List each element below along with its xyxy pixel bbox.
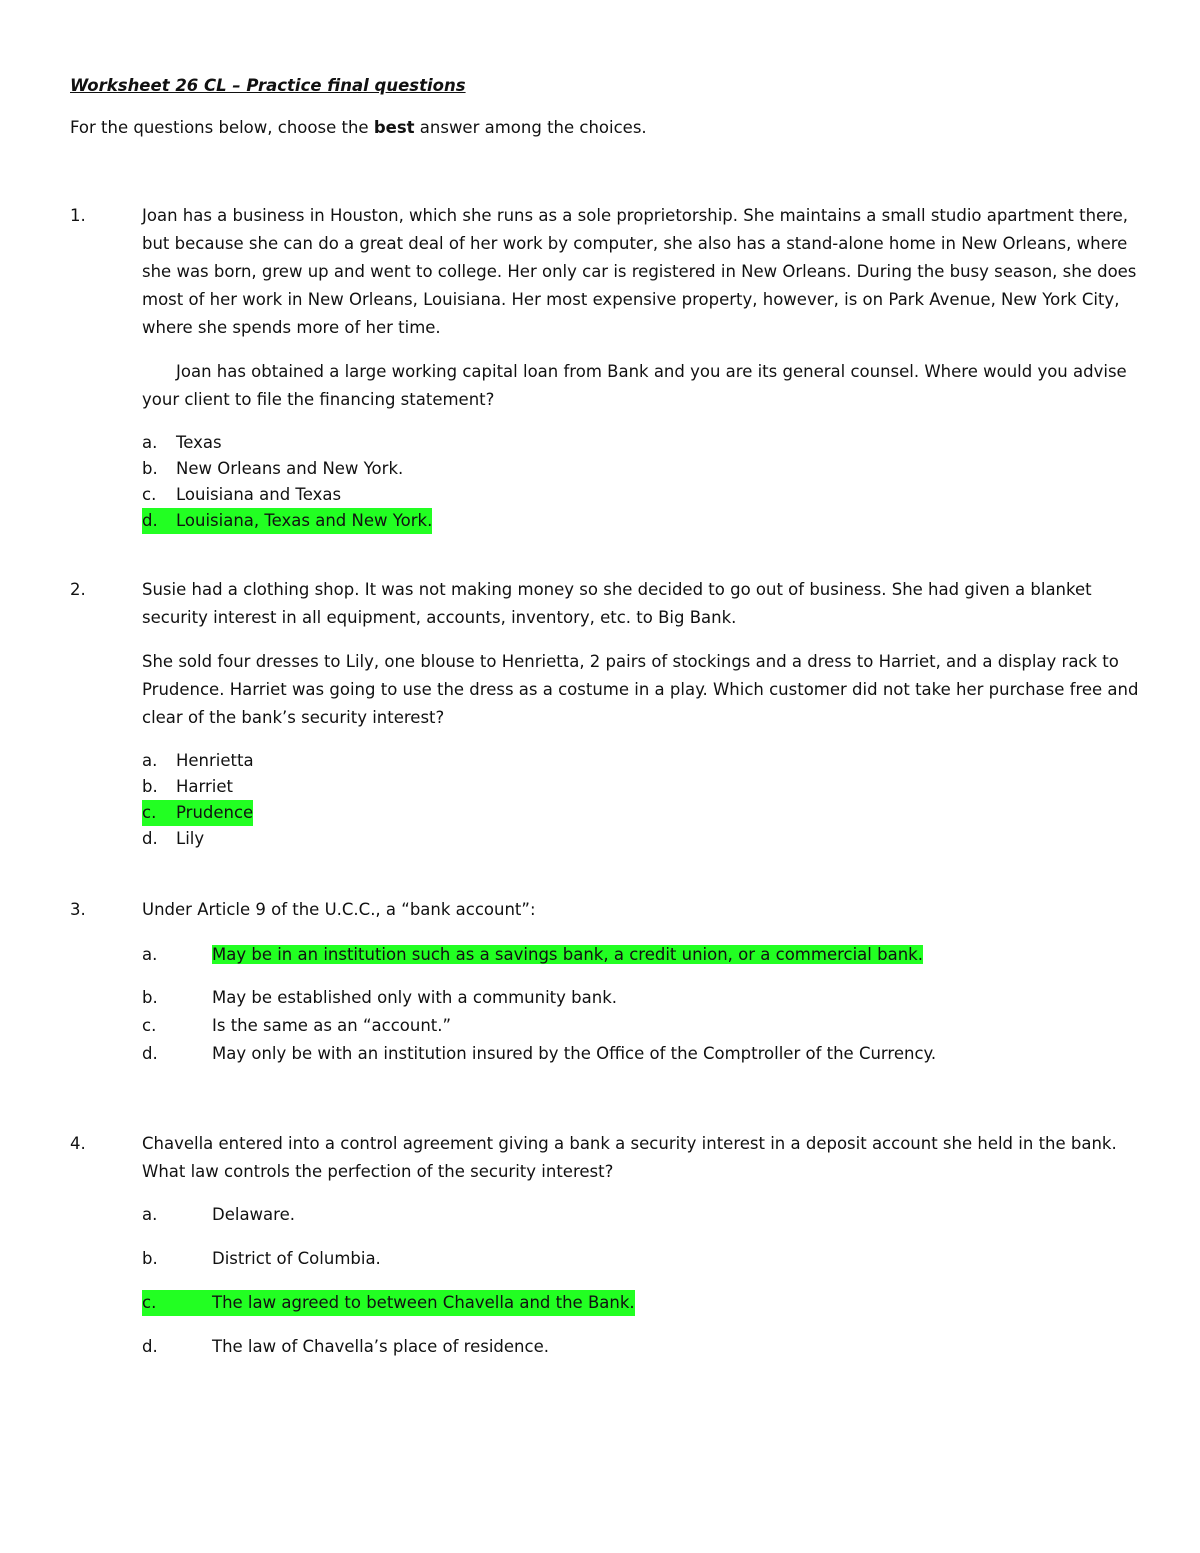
answer-option[interactable]: c. Louisiana and Texas	[142, 485, 342, 504]
instructions-text: For the questions below, choose the	[70, 118, 374, 137]
question-2	[70, 576, 1140, 852]
question-number: 1.	[70, 206, 86, 225]
question-4	[70, 1130, 1140, 1360]
answer-option[interactable]: b. New Orleans and New York.	[142, 459, 404, 478]
question-text: Under Article 9 of the U.C.C., a “bank account”:	[142, 900, 536, 919]
answer-option[interactable]: b. Harriet	[142, 777, 234, 796]
question-prompt: Joan has obtained a large working capital loan from Bank and you are its general counsel. Where would you advise your client to file the financing statement?	[142, 362, 1127, 409]
question-text: Chavella entered into a control agreement giving a bank a security interest in a deposit account she held in the bank. What law controls the perfection of the security interest?	[142, 1134, 1117, 1181]
answer-options	[142, 1202, 1140, 1360]
answer-option-correct[interactable]	[142, 1290, 1140, 1316]
instructions-text-end: answer among the choices.	[414, 118, 647, 137]
question-number: 4.	[70, 1134, 86, 1153]
answer-option[interactable]: c. Is the same as an “account.”	[142, 1016, 452, 1035]
answer-highlight: c. The law agreed to between Chavella and the Bank.	[142, 1290, 635, 1316]
question-number: 3.	[70, 900, 86, 919]
question-text: Susie had a clothing shop. It was not making money so she decided to go out of business. She had given a blanket security interest in all equipment, accounts, inventory, etc. to Big Bank.	[142, 580, 1092, 627]
answer-option[interactable]: b. District of Columbia.	[142, 1249, 381, 1268]
question-3	[70, 896, 1140, 1068]
answer-option[interactable]: a. Texas	[142, 433, 222, 452]
instructions-emphasis: best	[373, 118, 415, 137]
page-title: Worksheet 26 CL – Practice final questions	[70, 76, 466, 95]
answer-option[interactable]: a. Delaware.	[142, 1205, 295, 1224]
answer-option-correct[interactable]	[142, 508, 1140, 534]
answer-options	[142, 430, 1140, 534]
answer-highlight: c. Prudence	[142, 800, 253, 826]
instructions	[70, 114, 1140, 142]
question-1	[70, 202, 1140, 534]
answer-option[interactable]: a. Henrietta	[142, 751, 254, 770]
answer-options	[142, 748, 1140, 852]
answer-highlight: May be in an institution such as a savings bank, a credit union, or a commercial bank.	[212, 945, 923, 964]
question-text: Joan has a business in Houston, which she runs as a sole proprietorship. She maintains a small studio apartment there, but because she can do a great deal of her work by computer, she also has a stand-alone home in New Orleans, where she was born, grew up and went to college. Her only car is registered in New Orleans. During the busy season, she does most of her work in New Orleans, Louisiana. Her most expensive property, however, is on Park Avenue, New York City, where she spends more of her time.	[142, 206, 1137, 337]
answer-option[interactable]: d. Lily	[142, 829, 205, 848]
answer-option[interactable]: b. May be established only with a community bank.	[142, 988, 618, 1007]
answer-option[interactable]: d. The law of Chavella’s place of residence.	[142, 1337, 549, 1356]
answer-option[interactable]: d. May only be with an institution insured by the Office of the Comptroller of the Currency.	[142, 1044, 937, 1063]
answer-highlight: d. Louisiana, Texas and New York.	[142, 508, 432, 534]
worksheet-page	[70, 72, 1140, 1360]
answer-option-correct[interactable]: a. May be in an institution such as a savings bank, a credit union, or a commercial bank.	[142, 945, 923, 964]
question-prompt: She sold four dresses to Lily, one blouse to Henrietta, 2 pairs of stockings and a dress to Harriet, and a display rack to Prudence. Harriet was going to use the dress as a costume in a play. Which customer did not take her purchase free and clear of the bank’s security interest?	[142, 652, 1139, 727]
answer-option-correct[interactable]	[142, 800, 1140, 826]
question-number: 2.	[70, 580, 86, 599]
answer-options	[142, 942, 1140, 1068]
